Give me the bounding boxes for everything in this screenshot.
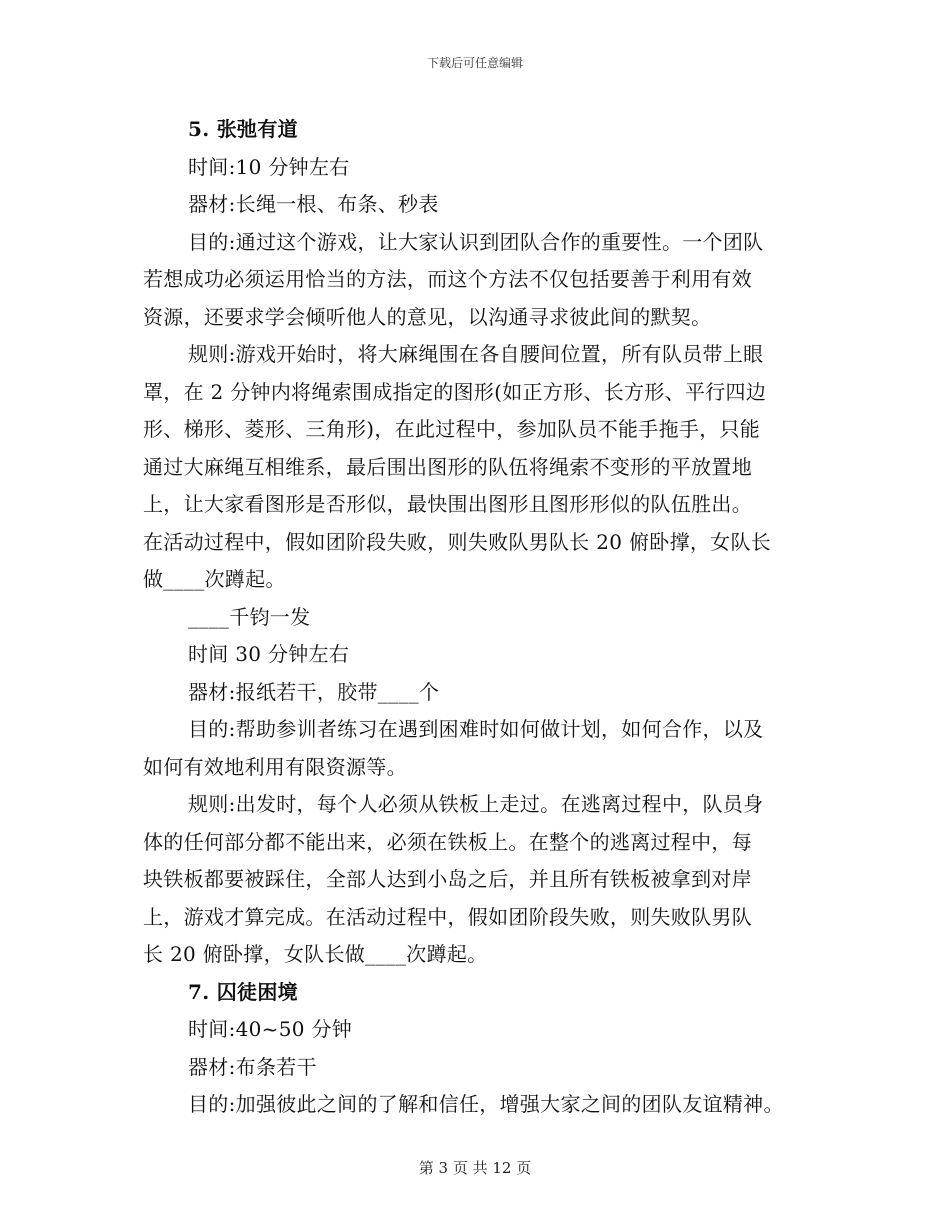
- page-header: 下载后可任意编辑: [426, 56, 523, 70]
- text-line: 目的:帮助参训者练习在遇到困难时如何做计划，如何合作，以及: [188, 717, 764, 741]
- page-footer: 第 3 页 共 12 页: [418, 1159, 532, 1177]
- text-line: 规则:游戏开始时，将大麻绳围在各自腰间位置，所有队员带上眼: [188, 342, 764, 366]
- text-line: 形、梯形、菱形、三角形)，在此过程中，参加队员不能手拖手，只能: [143, 417, 761, 441]
- text-line: 器材:布条若干: [188, 1054, 317, 1079]
- text-line: 块铁板都要被踩住，全部人达到小岛之后，并且所有铁板被拿到对岸: [143, 867, 752, 891]
- text-line: 如何有效地利用有限资源等。: [143, 754, 407, 779]
- text-line: 在活动过程中，假如团阶段失败，则失败队男队长 20 俯卧撑，女队长: [143, 529, 772, 554]
- text-line: 目的:加强彼此之间的了解和信任，增强大家之间的团队友谊精神。: [188, 1092, 784, 1116]
- text-line: 时间 30 分钟左右: [188, 642, 350, 666]
- text-line: 长 20 俯卧撑，女队长做____次蹲起。: [143, 942, 488, 966]
- document-body: [143, 111, 833, 1124]
- section-heading: 7. 囚徒困境: [188, 979, 298, 1004]
- section-heading: 5. 张弛有道: [188, 117, 298, 141]
- text-line: 器材:长绳一根、布条、秒表: [188, 192, 439, 216]
- text-line: 时间:10 分钟左右: [188, 154, 350, 179]
- text-line: 器材:报纸若干，胶带____个: [188, 679, 440, 704]
- text-line: 资源，还要求学会倾听他人的意见，以沟通寻求彼此间的默契。: [143, 304, 712, 329]
- text-line: 罩，在 2 分钟内将绳索围成指定的图形(如正方形、长方形、平行四边: [143, 379, 767, 404]
- text-line: 体的任何部分都不能出来，必须在铁板上。在整个的逃离过程中，每: [143, 829, 752, 854]
- text-line: 规则:出发时，每个人必须从铁板上走过。在逃离过程中，队员身: [188, 792, 764, 816]
- text-line: 通过大麻绳互相维系，最后围出图形的队伍将绳索不变形的平放置地: [143, 454, 752, 479]
- text-line: 上，让大家看图形是否形似，最快围出图形且图形形似的队伍胜出。: [143, 492, 752, 516]
- text-line: 若想成功必须运用恰当的方法，而这个方法不仅包括要善于利用有效: [143, 267, 752, 291]
- text-line: 目的:通过这个游戏，让大家认识到团队合作的重要性。一个团队: [188, 229, 764, 254]
- text-line: 做____次蹲起。: [143, 567, 286, 591]
- text-line: 上，游戏才算完成。在活动过程中，假如团阶段失败，则失败队男队: [143, 904, 752, 929]
- text-line: 时间:40~50 分钟: [188, 1017, 353, 1041]
- text-line: ____千钧一发: [188, 604, 311, 629]
